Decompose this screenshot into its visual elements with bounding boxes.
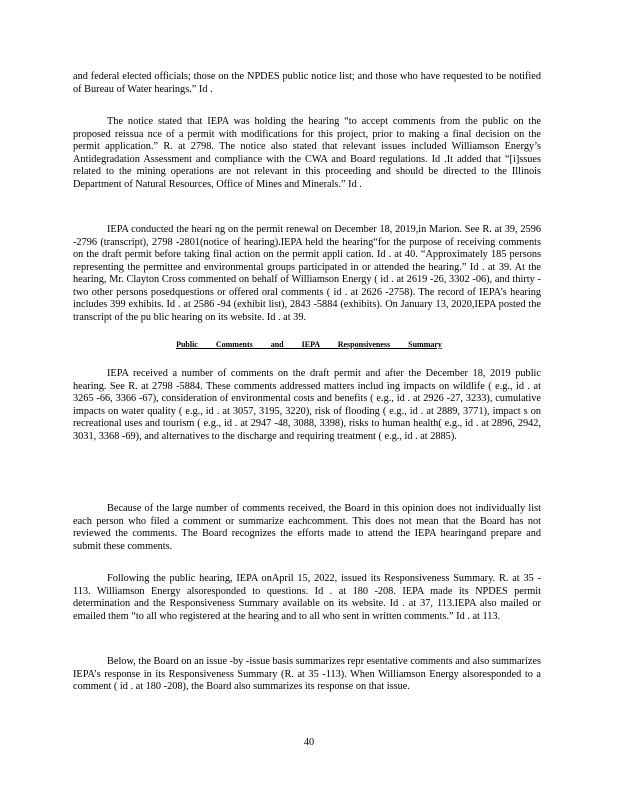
paragraph-notice: [73, 116, 541, 191]
paragraph-comments: [73, 368, 541, 443]
paragraph-text: Because of the large number of comments received, the Board in this opinion does not individually list each person who filed a comment or summarize eachcomment. This does not mean that the Board has not reviewed the comments. The Board recognizes the efforts made to attend the IEPA hearingand prepare and submit these comments.: [73, 503, 541, 552]
paragraph-text: IEPA conducted the heari ng on the permit renewal on December 18, 2019,in Marion. See R. at 39, 2596 -2796 (transcript), 2798 -2801(notice of hearing).IEPA held the hearing“for the purpose of receiving comments on the draft permit before taking final action on the permit appli cation. Id . at 40. “Approximately 185 persons representing the permittee and environmental groups participated in or attended the hearing.” Id . at 39. At the hearing, Mr. Clayton Cross commented on behalf of Williamson Energy ( id . at 2619 -26, 3302 -06), and thirty -two other persons posedquestions or offered oral comments ( id . at 2626 -2758). The record of IEPA’s hearing includes 399 exhibits. Id . at 2586 -94 (exhibit list), 2843 -5884 (exhibits). On January 13, 2020,IEPA posted the transcript of the pu blic hearing on its website. Id . at 39.: [73, 224, 541, 323]
paragraph-board-review: [73, 503, 541, 553]
paragraph-text: IEPA received a number of comments on the draft permit and after the December 18, 2019 public hearing. See R. at 2798 -5884. These comments addressed matters includ ing impacts on wildlife ( e.g., id . at 3265 -66, 3366 -67), consideration of environmental costs and benefits ( e.g., id . at 2926 -27, 3233), cumulative impacts on water quality ( e.g., id . at 3057, 3195, 3220), risk of flooding ( e.g., id . at 2889, 3771), impact s on recreational uses and tourism ( e.g., id . at 2947 -48, 3088, 3398), risks to human health( e.g., id . at 2896, 2942, 3031, 3368 -69), and alternatives to the discharge and requiring treatment ( e.g., id . at 2885).: [73, 368, 541, 442]
paragraph-text: The notice stated that IEPA was holding the hearing “to accept comments from the public on the proposed reissua nce of a permit with modifications for this project, prior to making a final decision on the permit application.” R. at 2798. The notice also stated that relevant issues included Williamson Energy’s Antidegradation Assessment and compliance with the CWA and Board regulations. Id .It added that “[i]ssues related to the mining operations are not relevant in this proceeding and should be directed to the Illinois Department of Natural Resources, Office of Mines and Minerals.” Id .: [73, 116, 541, 190]
section-heading: Public Comments and IEPA Responsiveness Summary: [176, 340, 442, 349]
paragraph-hearing: [73, 224, 541, 324]
paragraph-continuation: [73, 71, 541, 96]
paragraph-text: and federal elected officials; those on the NPDES public notice list; and those who have requested to be notified of Bureau of Water hearings.” Id .: [73, 71, 541, 95]
page-number: 40: [303, 737, 315, 748]
paragraph-text: Following the public hearing, IEPA onApril 15, 2022, issued its Responsiveness Summary. R. at 35 - 113. Williamson Energy alsoresponded to questions. Id . at 180 -208. IEPA made its NPDES permit determination and the Responsiveness Summary available on its website. Id . at 37, 113.IEPA also mailed or emailed them “to all who registered at the hearing and to all who sent in written comments.” Id . at 113.: [73, 573, 541, 622]
paragraph-responsiveness: [73, 573, 541, 623]
paragraph-text: Below, the Board on an issue -by -issue basis summarizes repr esentative comments and also summarizes IEPA’s response in its Responsiveness Summary (R. at 35 -113). When Williamson Energy alsoresponded to a comment ( id . at 180 -208), the Board also summarizes its response on that issue.: [73, 656, 541, 692]
paragraph-summary-intro: [73, 656, 541, 694]
